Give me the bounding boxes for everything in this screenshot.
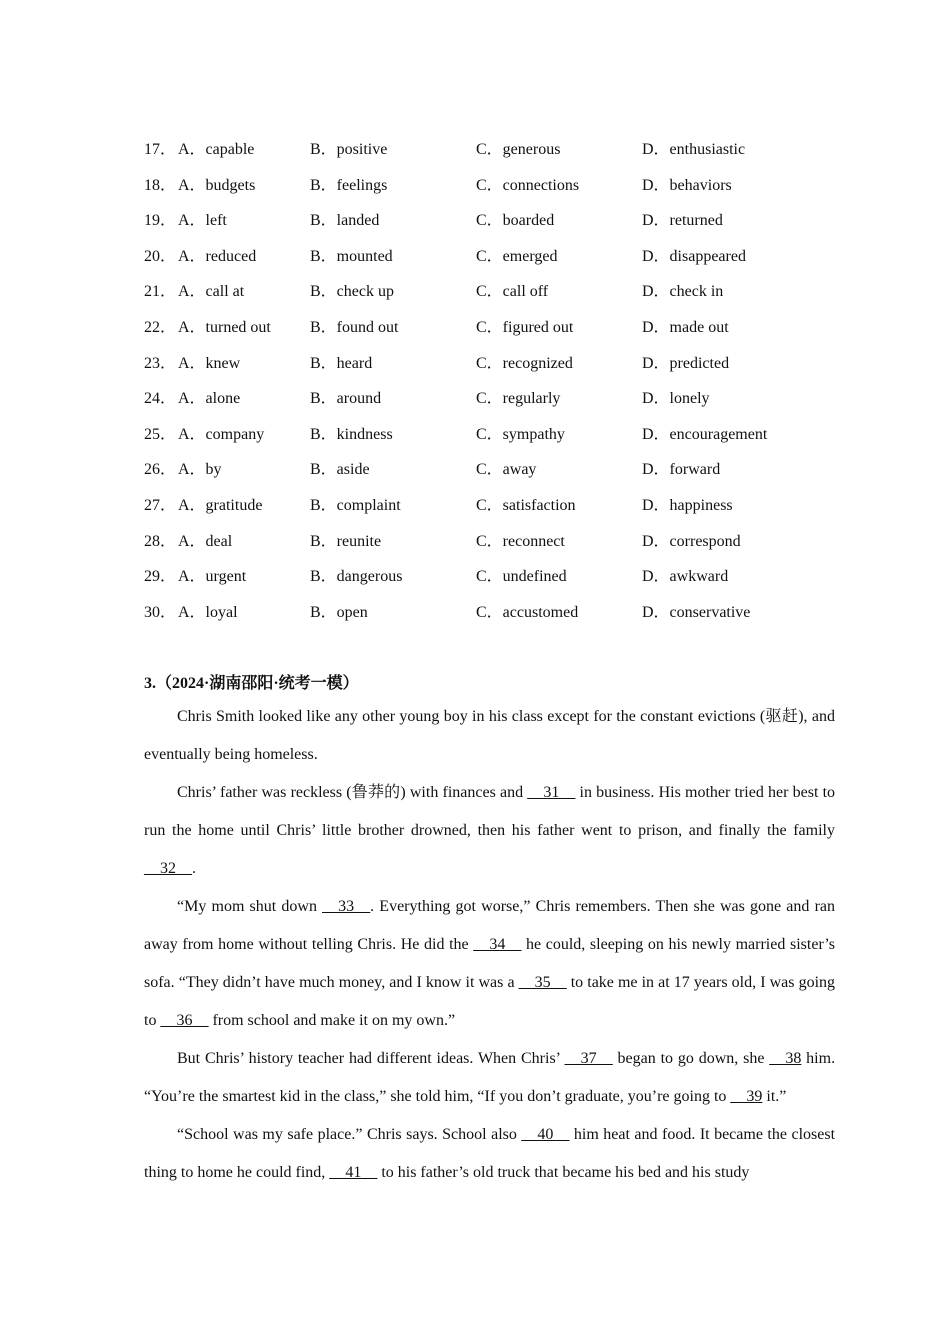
option-c: C．recognized	[476, 354, 573, 372]
option-d: D．correspond	[642, 532, 741, 550]
question-number: 21．	[144, 283, 177, 301]
text: But Chris’ history teacher had different ideas. When Chris’	[177, 1050, 560, 1067]
text: from school and make it on my own.”	[212, 1012, 456, 1029]
option-b: B．found out	[310, 318, 399, 336]
option-row	[144, 203, 844, 239]
blank-36: __36__	[160, 1012, 209, 1029]
option-c: C．satisfaction	[476, 496, 576, 514]
option-b: B．around	[310, 390, 382, 408]
option-b: B．feelings	[310, 176, 388, 194]
option-c: C．away	[476, 461, 537, 479]
option-d: D．check in	[642, 283, 724, 301]
option-c: C．connections	[476, 176, 580, 194]
option-a: A．alone	[178, 390, 241, 408]
text: him. “You’re the smartest kid in the class,” she told him, “If you don’t graduate, you’re going to	[144, 1050, 836, 1105]
blank-37: __37__	[564, 1050, 613, 1067]
question-number: 25．	[144, 425, 177, 443]
option-d: D．disappeared	[642, 247, 746, 265]
text: .	[192, 860, 196, 877]
option-a: A．by	[178, 461, 222, 479]
text: he could, sleeping on his newly married sister’s sofa. “They didn’t have much money, and I know it was a	[144, 936, 836, 991]
option-row	[144, 488, 844, 524]
option-row	[144, 274, 844, 310]
option-row	[144, 168, 844, 204]
option-d: D．encouragement	[642, 425, 768, 443]
question-number: 22．	[144, 318, 177, 336]
text: to his father’s old truck that became his bed and his study	[381, 1164, 750, 1181]
text: “My mom shut down	[177, 898, 317, 915]
blank-35: __35__	[518, 974, 567, 991]
option-b: B．reunite	[310, 532, 382, 550]
reading-passage	[144, 698, 835, 1192]
option-b: B．dangerous	[310, 568, 403, 586]
text: it.”	[766, 1088, 787, 1105]
blank-41: __41__	[329, 1164, 378, 1181]
option-a: A．loyal	[178, 603, 238, 621]
option-a: A．turned out	[178, 318, 271, 336]
option-row	[144, 559, 844, 595]
paragraph-3	[144, 888, 835, 1040]
option-d: D．forward	[642, 461, 721, 479]
option-d: D．enthusiastic	[642, 141, 746, 158]
option-c: C．generous	[476, 141, 561, 158]
option-b: B．kindness	[310, 425, 393, 443]
option-d: D．behaviors	[642, 176, 732, 194]
text: “School was my safe place.” Chris says. School also	[177, 1126, 517, 1143]
question-number: 18．	[144, 176, 177, 194]
question-number: 19．	[144, 212, 177, 230]
blank-38: __38	[769, 1050, 802, 1067]
option-row	[144, 381, 844, 417]
blank-40: __40__	[521, 1126, 570, 1143]
option-row	[144, 310, 844, 346]
option-c: C．sympathy	[476, 425, 565, 443]
blank-31: __31__	[527, 784, 576, 801]
option-b: B．positive	[310, 141, 388, 158]
option-c: C．accustomed	[476, 603, 579, 621]
paragraph-4	[144, 1040, 835, 1116]
option-a: A．company	[178, 425, 265, 443]
option-b: B．aside	[310, 461, 370, 479]
blank-39: __39	[730, 1088, 763, 1105]
text: Chris’ father was reckless (鲁莽的) with finances and	[177, 784, 524, 801]
section-heading: 3.（2024·湖南邵阳·统考一模）	[144, 675, 359, 692]
option-a: A．deal	[178, 532, 233, 550]
blank-33: __33__	[322, 898, 371, 915]
option-row	[144, 452, 844, 488]
question-number: 26．	[144, 461, 177, 479]
option-b: B．landed	[310, 212, 380, 230]
option-c: C．boarded	[476, 212, 555, 230]
option-b: B．heard	[310, 354, 373, 372]
option-d: D．lonely	[642, 390, 710, 408]
paragraph-2	[144, 774, 835, 888]
option-row	[144, 132, 844, 168]
option-b: B．mounted	[310, 247, 393, 265]
option-a: A．gratitude	[178, 496, 263, 514]
text: began to go down, she	[617, 1050, 765, 1067]
option-d: D．made out	[642, 318, 729, 336]
option-a: A．capable	[178, 141, 255, 158]
option-a: A．knew	[178, 354, 241, 372]
option-row	[144, 595, 844, 631]
option-row	[144, 239, 844, 275]
paragraph-1: Chris Smith looked like any other young boy in his class except for the constant evictions (驱赶), and eventually being homeless.	[144, 708, 835, 763]
text: . Everything got worse,” Chris remembers. Then she was gone and ran away from home without telling Chris. He did the	[144, 898, 836, 953]
option-b: B．open	[310, 603, 368, 621]
text: in business. His mother tried her best to run the home until Chris’ little brother drowned, then his father went to prison, and finally the family	[144, 784, 836, 839]
option-row	[144, 417, 844, 453]
question-number: 20．	[144, 247, 177, 265]
option-a: A．left	[178, 212, 227, 230]
option-row	[144, 346, 844, 382]
option-d: D．predicted	[642, 354, 730, 372]
option-a: A．budgets	[178, 176, 256, 194]
option-c: C．reconnect	[476, 532, 565, 550]
question-number: 27．	[144, 496, 177, 514]
option-a: A．call at	[178, 283, 245, 301]
option-row	[144, 524, 844, 560]
paragraph-5	[144, 1116, 835, 1192]
question-number: 29．	[144, 568, 177, 586]
option-a: A．urgent	[178, 568, 247, 586]
blank-32: __32__	[144, 860, 192, 877]
option-a: A．reduced	[178, 247, 257, 265]
option-d: D．returned	[642, 212, 723, 230]
option-c: C．call off	[476, 283, 549, 301]
option-d: D．conservative	[642, 603, 751, 621]
option-c: C．undefined	[476, 568, 567, 586]
option-c: C．regularly	[476, 390, 561, 408]
option-c: C．emerged	[476, 247, 558, 265]
option-b: B．check up	[310, 283, 394, 301]
options-list	[144, 132, 844, 630]
option-b: B．complaint	[310, 496, 401, 514]
question-number: 24．	[144, 390, 177, 408]
question-number: 28．	[144, 532, 177, 550]
question-number: 17．	[144, 141, 177, 158]
blank-34: __34__	[473, 936, 522, 953]
text: to take me in at 17 years old, I was going to	[144, 974, 836, 1029]
question-number: 30．	[144, 603, 177, 621]
option-d: D．happiness	[642, 496, 733, 514]
option-c: C．figured out	[476, 318, 574, 336]
text: him heat and food. It became the closest thing to home he could find,	[144, 1126, 836, 1181]
option-d: D．awkward	[642, 568, 729, 586]
question-number: 23．	[144, 354, 177, 372]
